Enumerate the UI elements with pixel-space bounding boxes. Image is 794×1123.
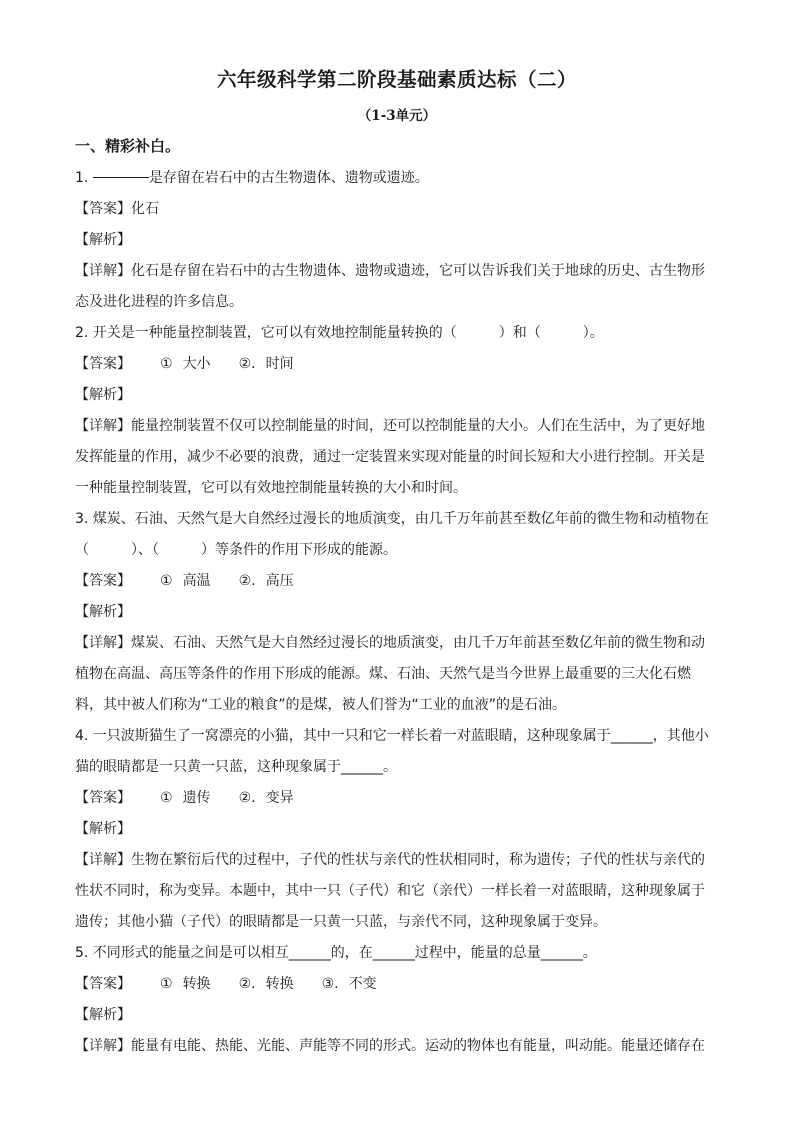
detail-text xyxy=(75,473,725,504)
answer-label: 【答案】 xyxy=(75,790,131,806)
answer-option xyxy=(239,566,294,597)
answer-option-text: 转换 xyxy=(265,976,294,992)
analysis-label: 【解析】 xyxy=(75,387,131,403)
answer-option-text: 转换 xyxy=(182,976,211,992)
answer-option-number: ① xyxy=(160,790,173,806)
answer-option-text: 时间 xyxy=(265,356,294,372)
answer-option-text: 遗传 xyxy=(182,790,211,806)
questions-list xyxy=(75,163,725,1062)
answer-option xyxy=(239,783,294,814)
detail-text-part: 遗传；其他小猫（子代）的眼睛都是一只黄一只蓝，与亲代不同，这种现象属于变异。 xyxy=(75,914,607,930)
analysis-label: 【解析】 xyxy=(75,232,131,248)
answer-option xyxy=(160,969,211,1000)
answer-option-number: ②. xyxy=(238,976,256,992)
answer-option xyxy=(239,969,294,1000)
answer-line xyxy=(75,194,725,225)
answer-option-number: ③. xyxy=(321,976,339,992)
detail-text-part: 生物在繁衍后代的过程中，子代的性状与亲代的性状相同时，称为遗传；子代的性状与亲代的 xyxy=(131,852,705,868)
detail-text xyxy=(75,411,725,442)
detail-text xyxy=(75,287,725,318)
answer-option xyxy=(322,969,377,1000)
question-text-part: 1. xyxy=(75,170,93,186)
analysis-label: 【解析】 xyxy=(75,821,131,837)
answer-option-text: 不变 xyxy=(348,976,377,992)
answer-option-number: ① xyxy=(160,976,173,992)
detail-text-part: 能量有电能、热能、光能、声能等不同的形式。运动的物体也有能量，叫动能。能量还储存在 xyxy=(131,1038,705,1054)
answer-label: 【答案】 xyxy=(75,573,131,589)
answer-label: 【答案】 xyxy=(75,356,131,372)
detail-label: 【详解】 xyxy=(75,263,131,279)
detail-label: 【详解】 xyxy=(75,635,131,651)
detail-text xyxy=(75,442,725,473)
answer-label: 【答案】 xyxy=(75,976,131,992)
question-text: 猫的眼睛都是一只黄一只蓝，这种现象属于______。 xyxy=(75,759,397,775)
answer-option xyxy=(160,783,211,814)
question-text-part: 是存留在岩石中的古生物遗体、遗物或遗迹。 xyxy=(148,170,429,186)
detail-text xyxy=(75,845,725,876)
detail-label: 【详解】 xyxy=(75,852,131,868)
detail-text-part: 化石是存留在岩石中的古生物遗体、遗物或遗迹，它可以告诉我们关于地球的历史、古生物形 xyxy=(131,263,705,279)
answer-line xyxy=(75,783,725,814)
answer-option-number: ① xyxy=(160,573,173,589)
detail-text-part: 态及进化进程的许多信息。 xyxy=(75,294,243,310)
answer-blank xyxy=(93,163,149,178)
detail-text xyxy=(75,256,725,287)
page-subtitle: （1-3单元） xyxy=(357,108,437,124)
answer-line xyxy=(75,566,725,597)
section-heading: 一、精彩补白。 xyxy=(75,137,181,155)
detail-text xyxy=(75,876,725,907)
detail-text xyxy=(75,628,725,659)
answer-label: 【答案】 xyxy=(75,201,131,217)
detail-text-part: 发挥能量的作用，减少不必要的浪费，通过一定装置来实现对能量的时间长短和大小进行控制。开关是 xyxy=(75,449,705,465)
answer-option-number: ②. xyxy=(238,790,256,806)
answer-option-text: 高压 xyxy=(265,573,294,589)
answer-option-text: 大小 xyxy=(182,356,211,372)
answer-option-number: ① xyxy=(160,356,173,372)
detail-text-part: 植物在高温、高压等条件的作用下形成的能源。煤、石油、天然气是当今世界上最重要的三大化石燃 xyxy=(75,666,691,682)
answer-option xyxy=(160,349,211,380)
detail-text xyxy=(75,1031,725,1062)
detail-text-part: 一种能量控制装置，它可以有效地控制能量转换的大小和时间。 xyxy=(75,480,467,496)
analysis-label: 【解析】 xyxy=(75,1007,131,1023)
answer-option xyxy=(160,566,211,597)
detail-text xyxy=(75,659,725,690)
answer-option-number: ②. xyxy=(238,356,256,372)
detail-label: 【详解】 xyxy=(75,1038,131,1054)
detail-text-part: 煤炭、石油、天然气是大自然经过漫长的地质演变，由几千万年前甚至数亿年前的微生物和动 xyxy=(131,635,705,651)
answer-line xyxy=(75,969,725,1000)
question-text: 3. 煤炭、石油、天然气是大自然经过漫长的地质演变，由几千万年前甚至数亿年前的微生物和动植物在 xyxy=(75,511,709,527)
answer-option-text: 变异 xyxy=(265,790,294,806)
answer-option-text: 高温 xyxy=(182,573,211,589)
answer-value: 化石 xyxy=(131,201,159,217)
answer-line xyxy=(75,349,725,380)
page-title: 六年级科学第二阶段基础素质达标（二） xyxy=(216,68,577,91)
detail-text-part: 能量控制装置不仅可以控制能量的时间，还可以控制能量的大小。人们在生活中，为了更好地 xyxy=(131,418,705,434)
detail-text xyxy=(75,690,725,721)
question-text xyxy=(75,163,725,194)
detail-text-part: 料，其中被人们称为“工业的粮食”的是煤，被人们誉为“工业的血液”的是石油。 xyxy=(75,697,567,713)
question-text: （ ）、（ ）等条件的作用下形成的能源。 xyxy=(75,542,397,558)
answer-option-number: ②. xyxy=(238,573,256,589)
detail-label: 【详解】 xyxy=(75,418,131,434)
analysis-label: 【解析】 xyxy=(75,604,131,620)
question-text: 5. 不同形式的能量之间是可以相互______的，在______过程中，能量的总量______。 xyxy=(75,945,597,961)
question-text: 4. 一只波斯猫生了一窝漂亮的小猫，其中一只和它一样长着一对蓝眼睛，这种现象属于______，其他小 xyxy=(75,728,709,744)
question-text: 2. 开关是一种能量控制装置，它可以有效地控制能量转换的（ ）和（ ）。 xyxy=(75,325,604,341)
answer-option xyxy=(239,349,294,380)
detail-text-part: 性状不同时，称为变异。本题中，其中一只（子代）和它（亲代）一样长着一对蓝眼睛，这种现象属于 xyxy=(75,883,705,899)
detail-text xyxy=(75,907,725,938)
